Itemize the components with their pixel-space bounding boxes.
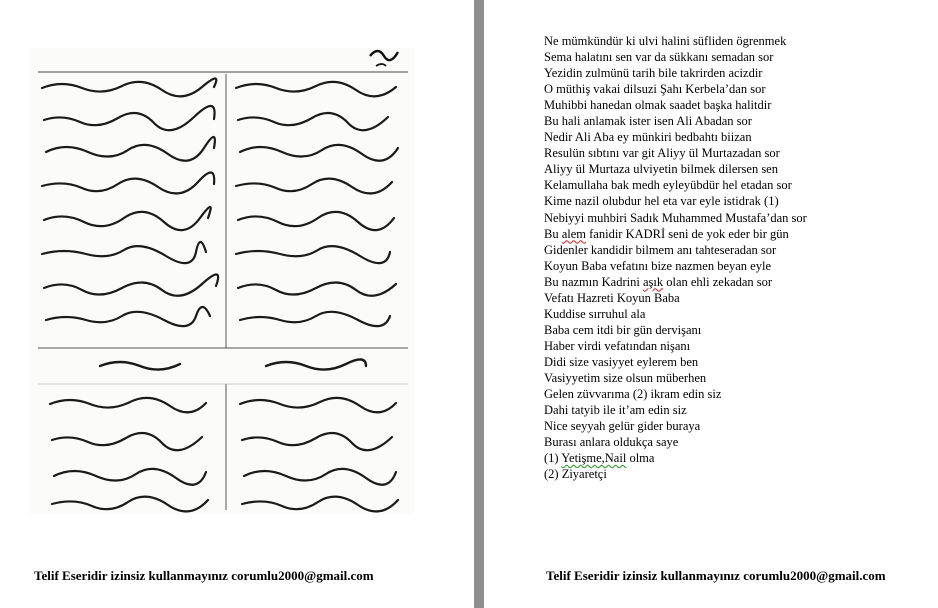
page-separator bbox=[474, 0, 484, 608]
poem-line: O müthiş vakai dilsuzi Şahı Kerbela’dan sor bbox=[544, 82, 766, 97]
poem-line: Koyun Baba vefatını bize nazmen beyan eyle bbox=[544, 258, 771, 273]
poem-line: Nedir Ali Aba ey münkiri bedbahtı biizan bbox=[544, 130, 752, 145]
grammar-marked-word: Yetişme,Nail bbox=[561, 451, 627, 466]
poem-line: Yezidin zulmünü tarih bile takrirden acizdir bbox=[544, 66, 763, 81]
poem-line: Kuddise sırruhul ala bbox=[544, 306, 646, 321]
poem-line: Resulün sıbtını var git Aliyy ül Murtazadan sor bbox=[544, 146, 780, 161]
poem-text-segment: olan ehli zekadan sor bbox=[663, 274, 773, 289]
poem-line bbox=[544, 274, 807, 290]
poem-line: Kime nazil olubdur hel eta var eyle istidrak (1) bbox=[544, 194, 779, 209]
poem-line: Bu hali anlamak ister isen Ali Abadan sor bbox=[544, 114, 752, 129]
poem-line bbox=[544, 226, 807, 242]
poem-line: Gidenler kandidir bilmem anı tahteseradan sor bbox=[544, 242, 777, 257]
poem-line: Gelen züvvarıma (2) ikram edin siz bbox=[544, 387, 722, 402]
poem-line: Dahi tatyib ile it’am edin siz bbox=[544, 403, 687, 418]
poem-line: Muhibbi hanedan olmak saadet başka halitdir bbox=[544, 98, 772, 113]
spellcheck-marked-word: aşık bbox=[642, 274, 664, 289]
poem-text-segment: Bu nazmın Kadrini bbox=[544, 274, 643, 289]
poem-line: Nebiyyi muhbiri Sadık Muhammed Mustafa’dan sor bbox=[544, 210, 807, 225]
footnote-text-segment: olma bbox=[626, 451, 655, 466]
poem-text-segment: fanidir KADRİ seni de yok eder bir gün bbox=[586, 226, 789, 241]
copyright-footer-right: Telif Eseridir izinsiz kullanmayınız corumlu2000@gmail.com bbox=[546, 568, 886, 583]
manuscript-drawing bbox=[30, 48, 414, 514]
poem-line: Kelamullaha bak medh eyleyübdür hel etadan sor bbox=[544, 178, 792, 193]
poem-text-segment: Bu bbox=[544, 226, 562, 241]
poem-line: Vefatı Hazreti Koyun Baba bbox=[544, 290, 680, 305]
poem-line: Vasiyyetim size olsun müberhen bbox=[544, 370, 707, 385]
poem-text bbox=[544, 33, 807, 482]
footnote-2: (2) Ziyaretçi bbox=[544, 467, 607, 482]
manuscript-scan-image bbox=[30, 48, 414, 514]
right-page bbox=[484, 0, 938, 608]
spellcheck-marked-word: alem bbox=[561, 226, 587, 241]
poem-line: Nice seyyah gelür gider buraya bbox=[544, 419, 701, 434]
folio-number-mark bbox=[366, 42, 406, 72]
poem-line: Didi size vasiyyet eylerem ben bbox=[544, 354, 699, 369]
footnote-1 bbox=[544, 450, 807, 466]
poem-line: Baba cem itdi bir gün dervişanı bbox=[544, 322, 702, 337]
poem-line: Sema halatını sen var da sükkanı semadan sor bbox=[544, 50, 774, 65]
copyright-footer-left: Telif Eseridir izinsiz kullanmayınız corumlu2000@gmail.com bbox=[34, 568, 374, 583]
footnote-text-segment: (1) bbox=[544, 451, 562, 466]
poem-line: Haber virdi vefatından nişanı bbox=[544, 338, 691, 353]
poem-line: Burası anlara oldukça saye bbox=[544, 435, 679, 450]
poem-line: Aliyy ül Murtaza ulviyetin bilmek dilersen sen bbox=[544, 162, 778, 177]
poem-line: Ne mümkündür ki ulvi halini süfliden ögrenmek bbox=[544, 34, 787, 48]
